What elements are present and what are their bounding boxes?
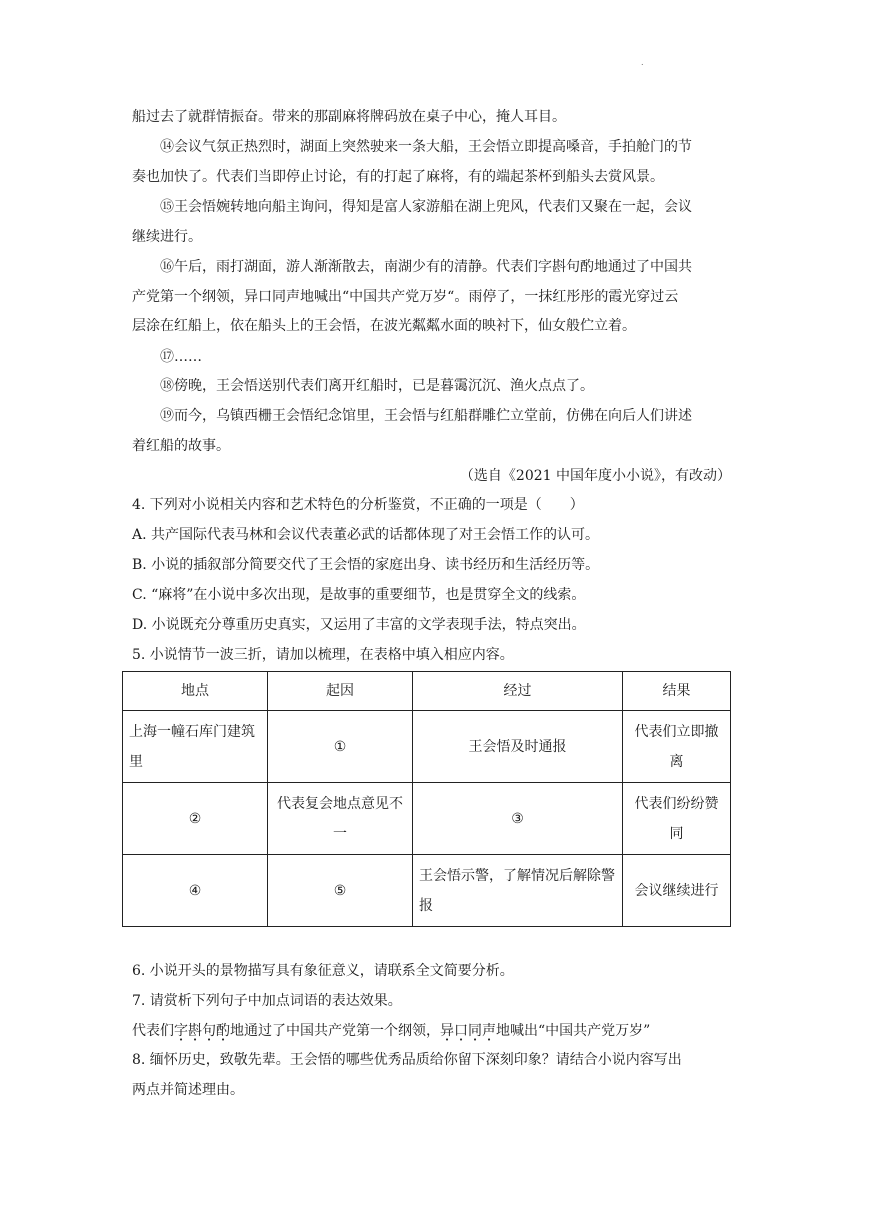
question-4-option-a: A. 共产国际代表马林和会议代表董必武的话都体现了对王会悟工作的认可。 [132,527,600,543]
table-cell: 代表们立即撤离 [623,711,731,783]
sentence-suffix: 地喊出“中国共产党万岁” [496,1023,651,1039]
passage-line: 产党第一个纲领，异口同声地喊出“中国共产党万岁“。雨停了，一抹红彤彤的霞光穿过云 [132,289,679,305]
passage-paragraph-14: ⑭会议气氛正热烈时，湖面上突然驶来一条大船，王会悟立即提高嗓音，手拍舱门的节 [160,139,692,155]
passage-paragraph-15: ⑮王会悟婉转地向船主询问，得知是富人家游船在湖上兜风，代表们又聚在一起，会议 [160,199,692,215]
source-citation: （选自《2021 中国年度小小说》，有改动） [459,468,731,484]
question-7-sentence [132,1020,650,1040]
passage-line: 奏也加快了。代表们当即停止讨论，有的打起了麻将，有的端起茶杯到船头去赏风景。 [132,169,664,185]
emphasis-dot-char: 句 [202,1023,216,1039]
passage-line: 船过去了就群情振奋。带来的那副麻将牌码放在桌子中心，掩人耳目。 [132,109,566,125]
passage-line: 层涂在红船上，依在船头上的王会悟，在波光粼粼水面的映衬下，仙女般伫立着。 [132,318,636,334]
table-header: 结果 [623,672,731,711]
emphasis-dot-char: 斟 [188,1023,202,1039]
question-8-stem: 8. 缅怀历史，致敬先辈。王会悟的哪些优秀品质给你留下深刻印象？请结合小说内容写出 [132,1052,682,1068]
table-cell: 王会悟及时通报 [413,711,623,783]
table-cell: 王会悟示警，了解情况后解除警报 [413,855,623,927]
table-cell: 代表复会地点意见不一 [268,783,413,855]
question-7-stem: 7. 请赏析下列句子中加点词语的表达效果。 [132,993,402,1009]
table-header: 经过 [413,672,623,711]
sentence-middle: 地通过了中国共产党第一个纲领， [230,1023,440,1039]
question-4-stem: 4. 下列对小说相关内容和艺术特色的分析鉴赏，不正确的一项是（ ） [132,497,584,513]
table-cell: ③ [413,783,623,855]
table-cell: ④ [123,855,268,927]
table-cell: ② [123,783,268,855]
emphasis-dot-char: 口 [454,1023,468,1039]
question-5-stem: 5. 小说情节一波三折，请加以梳理，在表格中填入相应内容。 [132,647,514,663]
plot-table [122,671,731,927]
sentence-prefix: 代表们 [132,1023,174,1039]
question-4-option-b: B. 小说的插叙部分简要交代了王会悟的家庭出身、读书经历和生活经历等。 [132,557,600,573]
emphasized-phrase [440,1023,496,1039]
passage-paragraph-18: ⑱傍晚，王会悟送别代表们离开红船时，已是暮霭沉沉、渔火点点了。 [160,378,594,394]
table-header: 地点 [123,672,268,711]
table-cell: ⑤ [268,855,413,927]
table-header-row [123,672,731,711]
question-6: 6. 小说开头的景物描写具有象征意义，请联系全文简要分析。 [132,963,514,979]
table-cell: 会议继续进行 [623,855,731,927]
table-header: 起因 [268,672,413,711]
table-row [123,711,731,783]
emphasis-dot-char: 同 [468,1023,482,1039]
passage-paragraph-19: ⑲而今，乌镇西栅王会悟纪念馆里，王会悟与红船群雕伫立堂前，仿佛在向后人们讲述 [160,408,692,424]
emphasis-dot-char: 字 [174,1023,188,1039]
table-cell: ① [268,711,413,783]
passage-paragraph-17: ⑰…… [160,349,202,365]
table-cell: 代表们纷纷赞同 [623,783,731,855]
table-row [123,855,731,927]
page-mark: . [641,58,644,67]
question-4-option-d: D. 小说既充分尊重历史真实，又运用了丰富的文学表现手法，特点突出。 [132,617,586,633]
question-4-option-c: C. “麻将”在小说中多次出现，是故事的重要细节，也是贯穿全文的线索。 [132,587,586,603]
emphasized-phrase [174,1023,230,1039]
table-cell: 上海一幢石库门建筑里 [123,711,268,783]
passage-paragraph-16: ⑯午后，雨打湖面，游人渐渐散去，南湖少有的清静。代表们字斟句酌地通过了中国共 [160,259,692,275]
table-row [123,783,731,855]
passage-line: 着红船的故事。 [132,438,230,454]
emphasis-dot-char: 异 [440,1023,454,1039]
emphasis-dot-char: 酌 [216,1023,230,1039]
question-8-stem-cont: 两点并简述理由。 [132,1082,244,1098]
passage-line: 继续进行。 [132,229,202,245]
emphasis-dot-char: 声 [482,1023,496,1039]
